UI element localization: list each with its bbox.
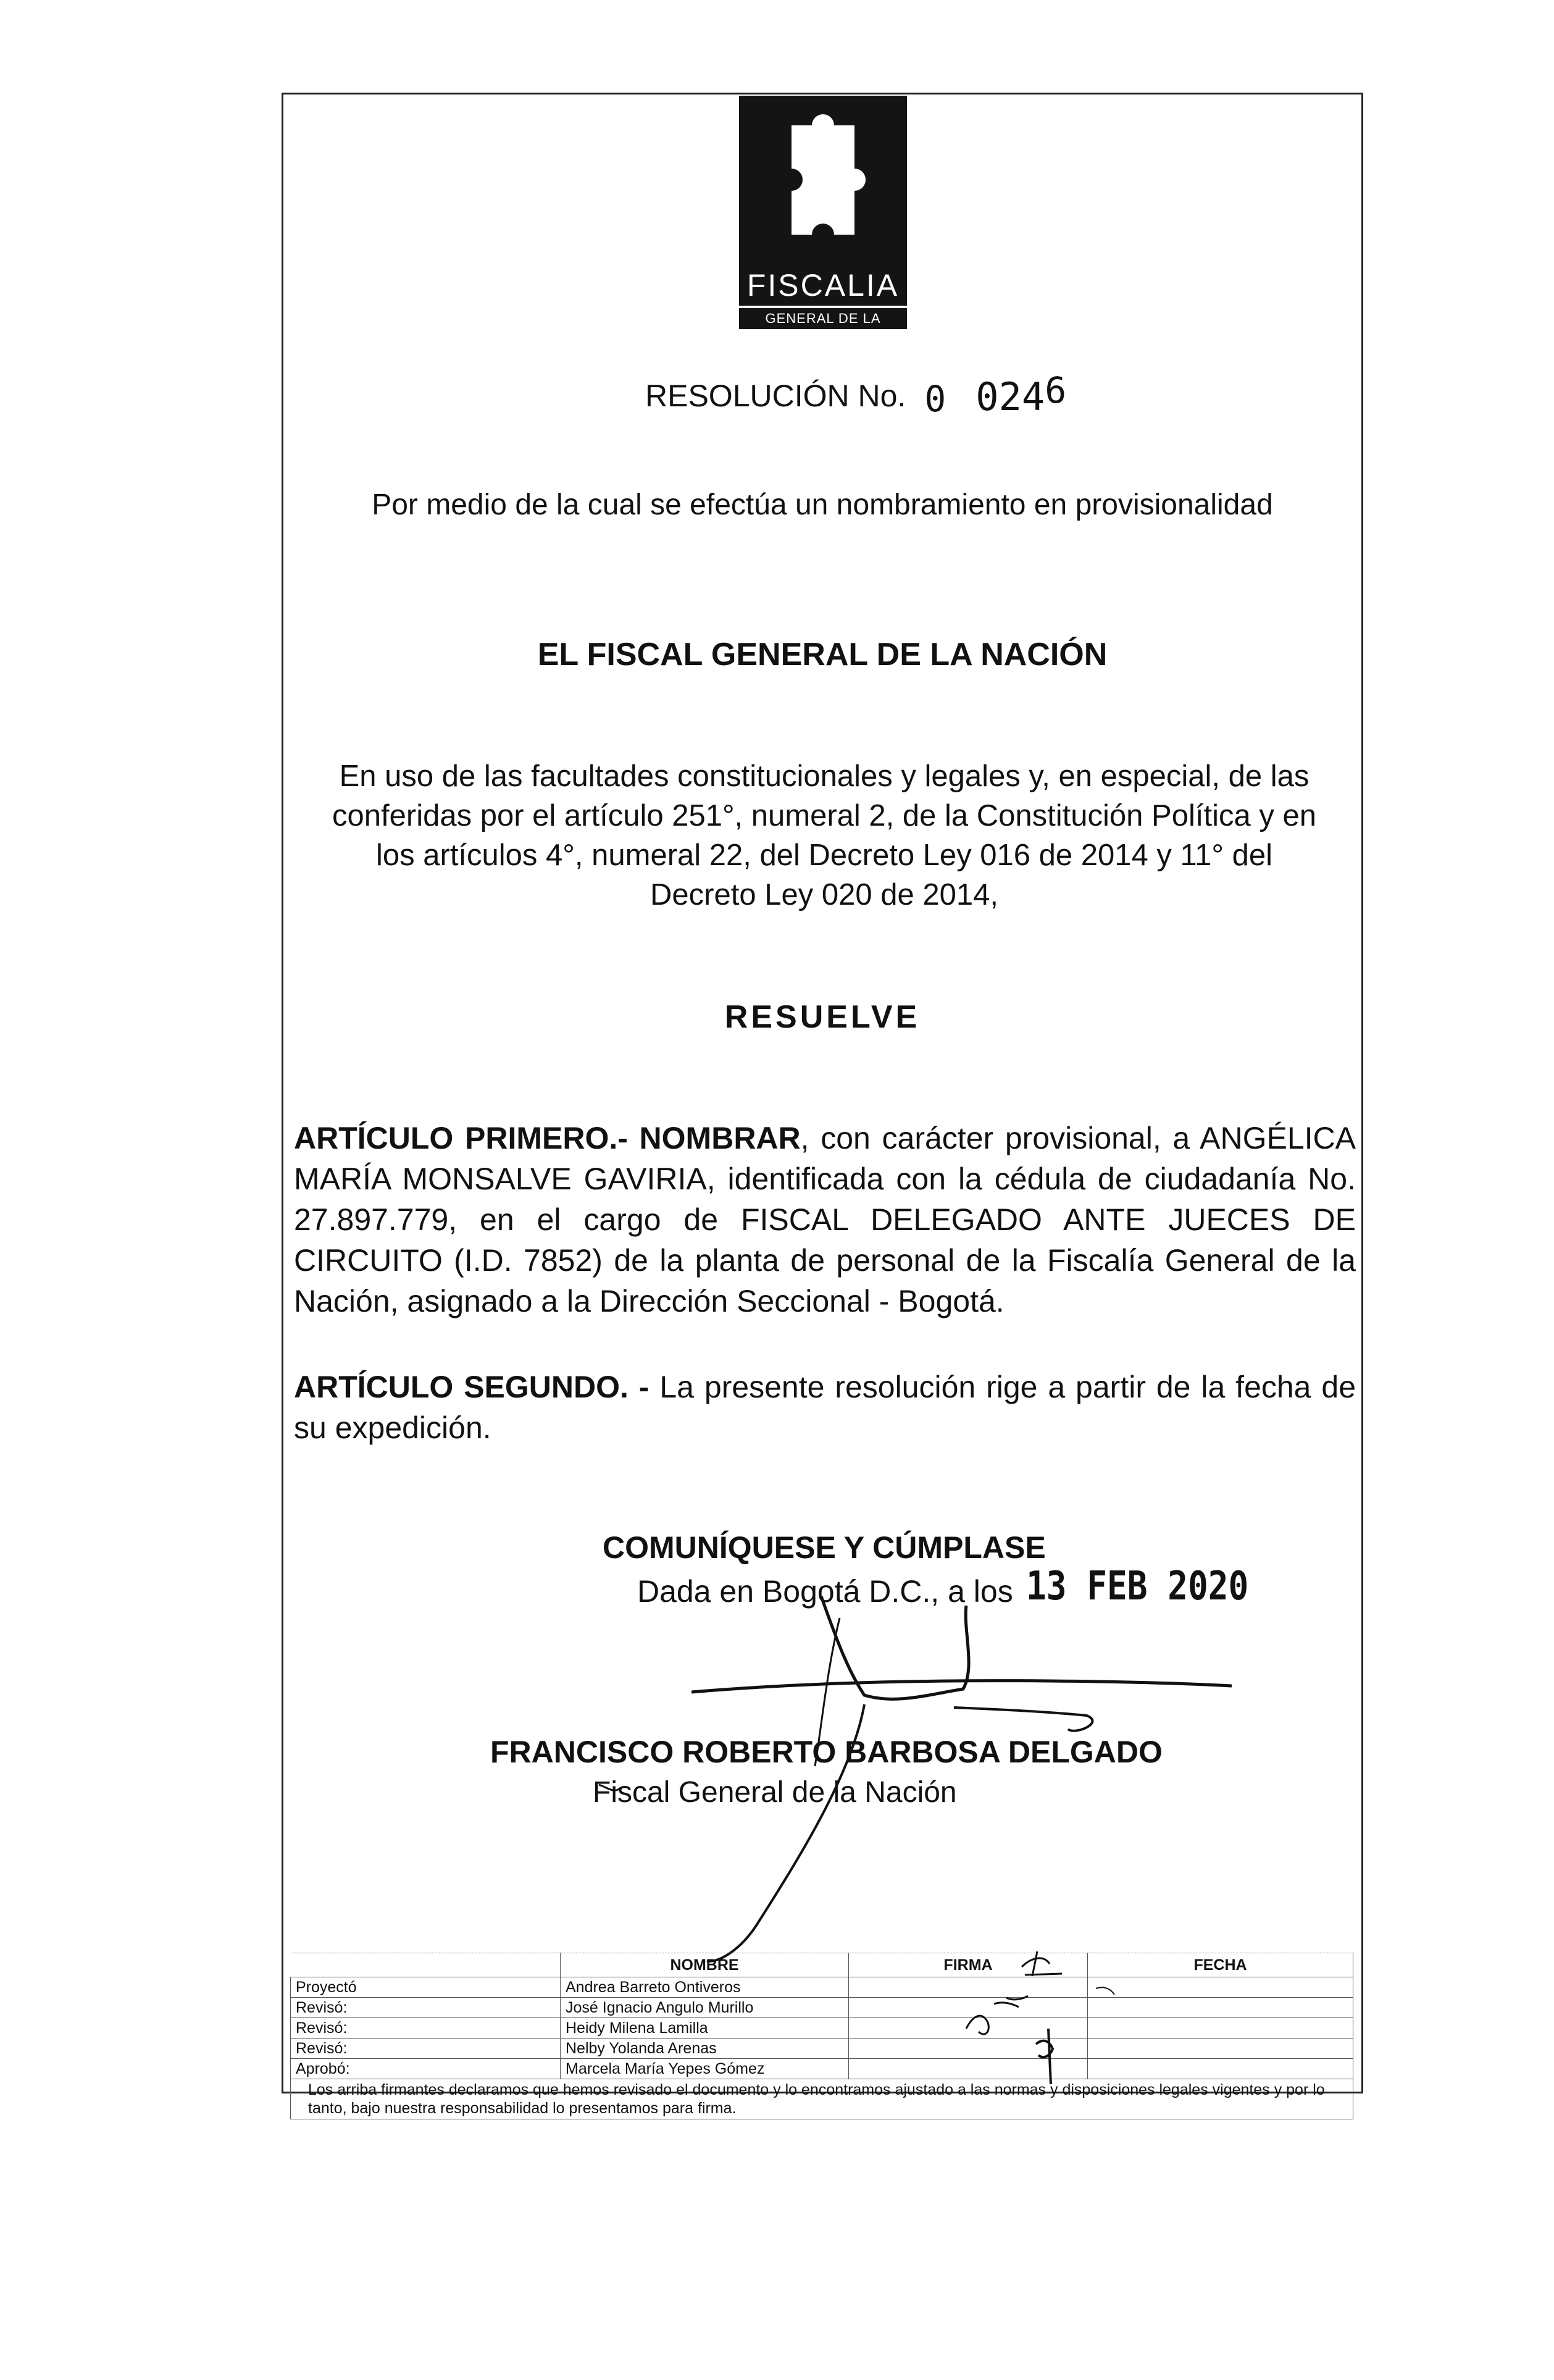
article-first-text: , con carácter provisional, a ANGÉLICA MARÍA MONSALVE GAVIRIA, identificada con la cédula de ciudadanía No. 27.897.779, en el cargo de FISCAL DELEGADO ANTE JUECES DE CIRCUITO (I.D. 7852) de la planta de personal de la Fiscalía General de la Nación, asignado a la Dirección Seccional - Bogotá. (294, 1121, 1356, 1318)
table-row (291, 2039, 1353, 2059)
resolution-number-suffix: 6 (1045, 369, 1067, 411)
logo-band: GENERAL DE LA NACION (739, 308, 907, 329)
header-date: FECHA (1088, 1953, 1353, 1977)
resolution-number-main: 024 (975, 374, 1045, 419)
logo-name: FISCALIA (746, 268, 900, 303)
row-role: Aprobó: (291, 2059, 561, 2079)
row-role: Revisó: (291, 1998, 561, 2018)
row-signature (849, 2059, 1088, 2079)
article-first-heading: ARTÍCULO PRIMERO.- NOMBRAR (294, 1121, 801, 1155)
resolves-heading: RESUELVE (724, 999, 921, 1035)
row-role: Revisó: (291, 2039, 561, 2059)
row-date (1088, 1977, 1353, 1998)
row-date (1088, 2018, 1353, 2039)
header-name: NOMBRE (561, 1953, 849, 1977)
signer-title: Fiscal General de la Nación (593, 1776, 957, 1809)
header-role (291, 1953, 561, 1977)
row-signature (849, 2018, 1088, 2039)
row-date (1088, 1998, 1353, 2018)
row-date (1088, 2039, 1353, 2059)
review-table (290, 1953, 1353, 2119)
row-signature (849, 1998, 1088, 2018)
review-note: Los arriba firmantes declaramos que hemos revisado el documento y lo encontramos ajustado a las normas y disposiciones legales vigentes y por lo tanto, bajo nuestra responsabilidad lo presentamos para firma. (291, 2079, 1353, 2119)
authority-title: EL FISCAL GENERAL DE LA NACIÓN (537, 637, 1108, 673)
row-name: Heidy Milena Lamilla (561, 2018, 849, 2039)
article-second-heading: ARTÍCULO SEGUNDO. - (294, 1370, 650, 1404)
article-second-text: La presente resolución rige a partir de la fecha de su expedición. (294, 1370, 1356, 1445)
row-name: Marcela María Yepes Gómez (561, 2059, 849, 2079)
row-name: Nelby Yolanda Arenas (561, 2039, 849, 2059)
table-row (291, 2059, 1353, 2079)
puzzle-icon (739, 96, 907, 269)
table-row (291, 2018, 1353, 2039)
closing-formula: COMUNÍQUESE Y CÚMPLASE (603, 1530, 1046, 1565)
resolution-number (645, 369, 1066, 420)
faculties-paragraph: En uso de las facultades constitucionales y legales y, en especial, de las conferidas por el artículo 251°, numeral 2, de la Constitución Política y en los artículos 4°, numeral 22, del Decreto Ley 016 de 2014 y 11° del Decreto Ley 020 de 2014, (332, 760, 1316, 911)
given-place: Dada en Bogotá D.C., a los (637, 1574, 1013, 1609)
row-name: José Ignacio Angulo Murillo (561, 1998, 849, 2018)
row-role: Revisó: (291, 2018, 561, 2039)
header-signature: FIRMA (849, 1953, 1088, 1977)
row-signature (849, 2039, 1088, 2059)
document-subtitle: Por medio de la cual se efectúa un nombramiento en provisionalidad (372, 488, 1273, 521)
article-second (294, 1367, 1356, 1448)
row-date (1088, 2059, 1353, 2079)
table-row (291, 1998, 1353, 2018)
resolution-number-prefix: 0 (924, 378, 946, 420)
table-row (291, 1977, 1353, 1998)
row-name: Andrea Barreto Ontiveros (561, 1977, 849, 1998)
review-table-header (291, 1953, 1353, 1977)
resolution-label: RESOLUCIÓN No. (645, 379, 906, 413)
row-signature (849, 1977, 1088, 1998)
date-stamp: 13 FEB 2020 (1026, 1564, 1249, 1609)
article-first (294, 1118, 1356, 1322)
row-role: Proyectó (291, 1977, 561, 1998)
signer-name: FRANCISCO ROBERTO BARBOSA DELGADO (490, 1735, 1163, 1769)
table-note-row (291, 2079, 1353, 2119)
